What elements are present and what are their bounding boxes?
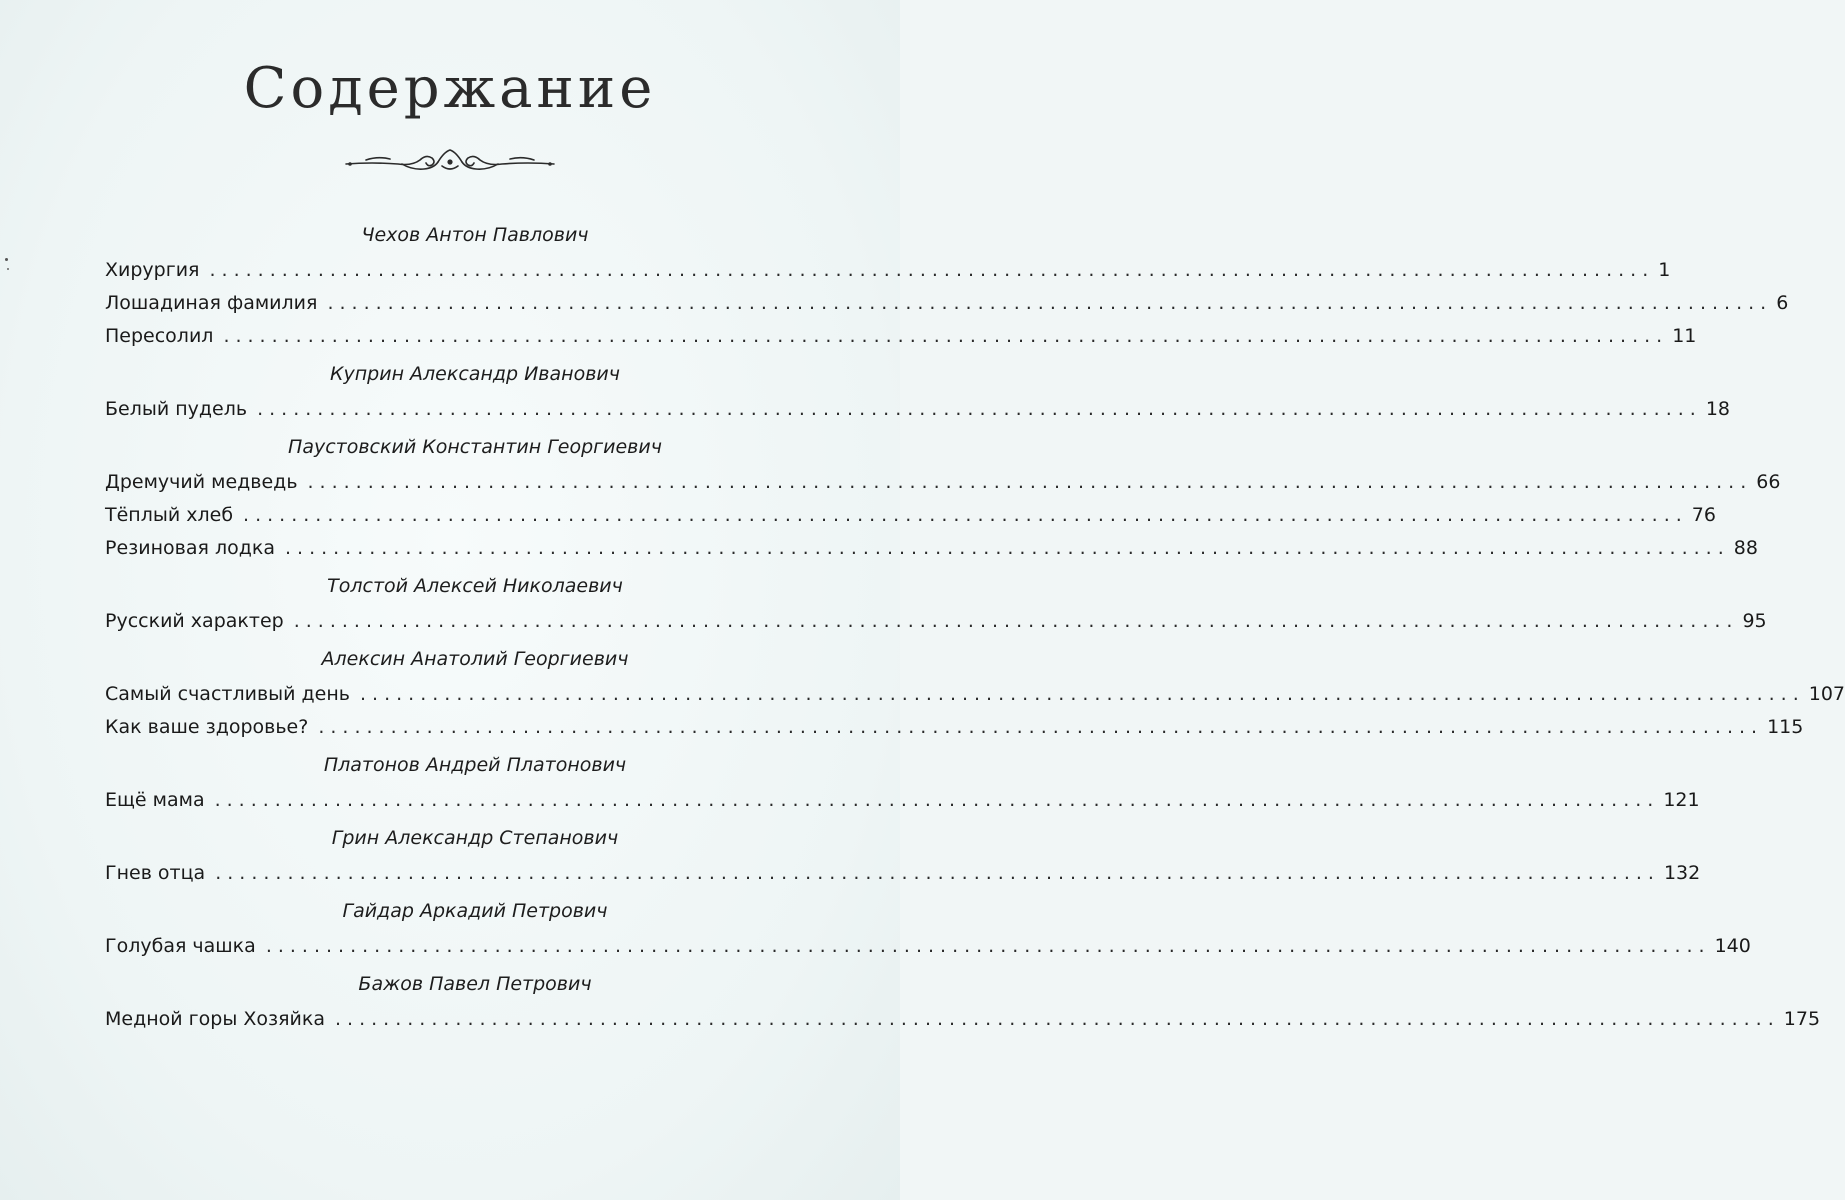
toc-entry — [105, 254, 1671, 287]
page-number: 115 — [1767, 716, 1804, 738]
toc-entry — [105, 499, 1716, 532]
dot-leader: ........................................................................................................................ — [265, 935, 1711, 957]
page-number: 132 — [1663, 862, 1701, 884]
entry-title: Резиновая лодка — [105, 537, 275, 559]
toc-entry — [105, 320, 1697, 353]
entry-title: Гнев отца — [105, 862, 206, 884]
entry-title: Русский характер — [105, 610, 284, 632]
page-number: 140 — [1714, 935, 1751, 957]
entry-title: Хирургия — [105, 259, 200, 281]
dot-leader: ........................................................................................................................ — [215, 862, 1660, 884]
entry-title: Белый пудель — [105, 398, 248, 420]
toc-entry — [105, 930, 1751, 963]
entry-title: Самый счастливый день — [105, 683, 350, 705]
dot-leader: ........................................................................................................................ — [335, 1008, 1780, 1030]
entry-title: Пересолил — [105, 325, 214, 347]
toc-entry — [105, 605, 1767, 638]
page-number: 88 — [1733, 537, 1758, 559]
print-speck — [7, 268, 9, 270]
dot-leader: ........................................................................................................................ — [243, 504, 1688, 526]
author-heading: Чехов Антон Павлович — [361, 224, 589, 246]
entry-title: Медной горы Хозяйка — [105, 1008, 326, 1030]
page-number: 121 — [1663, 789, 1700, 811]
entry-title: Голубая чашка — [105, 935, 256, 957]
page-number: 11 — [1672, 325, 1697, 347]
dot-leader: ........................................................................................................................ — [284, 537, 1730, 559]
entry-title: Дремучий медведь — [105, 471, 298, 493]
author-heading: Бажов Павел Петрович — [358, 973, 592, 995]
toc-entry — [105, 784, 1700, 817]
dot-leader: ........................................................................................................................ — [293, 610, 1739, 632]
entry-title: Лошадиная фамилия — [105, 292, 318, 314]
page-number: 18 — [1705, 398, 1731, 420]
table-of-contents — [105, 216, 1845, 1036]
page-number: 175 — [1783, 1008, 1821, 1030]
toc-entry — [105, 466, 1781, 499]
toc-entry — [105, 1003, 1821, 1036]
page-number: 1 — [1658, 259, 1671, 281]
author-heading: Куприн Александр Иванович — [330, 363, 620, 385]
author-heading: Алексин Анатолий Георгиевич — [321, 648, 629, 670]
entry-title: Как ваше здоровье? — [105, 716, 309, 738]
dot-leader: ........................................................................................................................ — [307, 471, 1753, 493]
page-number: 66 — [1756, 471, 1781, 493]
dot-leader: ........................................................................................................................ — [318, 716, 1764, 738]
page-title: Содержание — [243, 56, 657, 121]
dot-leader: ........................................................................................................................ — [214, 789, 1660, 811]
entry-title: Ещё мама — [105, 789, 205, 811]
dot-leader: ........................................................................................................................ — [327, 292, 1773, 314]
toc-entry — [105, 857, 1701, 890]
author-heading: Гайдар Аркадий Петрович — [342, 900, 608, 922]
toc-entry — [105, 678, 1845, 711]
toc-entry — [105, 711, 1804, 744]
dot-leader: ........................................................................................................................ — [360, 683, 1805, 705]
author-heading: Грин Александр Степанович — [331, 827, 619, 849]
ornament-divider-icon — [342, 142, 558, 178]
author-heading: Платонов Андрей Платонович — [323, 754, 627, 776]
author-heading: Паустовский Константин Георгиевич — [288, 436, 662, 458]
entry-title: Тёплый хлеб — [105, 504, 234, 526]
dot-leader: ........................................................................................................................ — [223, 325, 1669, 347]
dot-leader: ........................................................................................................................ — [257, 398, 1702, 420]
page-number: 76 — [1691, 504, 1716, 526]
print-speck — [5, 258, 8, 261]
dot-leader: ........................................................................................................................ — [209, 259, 1655, 281]
toc-entry — [105, 393, 1731, 426]
page-number: 107 — [1808, 683, 1845, 705]
page-number: 95 — [1742, 610, 1767, 632]
author-heading: Толстой Алексей Николаевич — [327, 575, 623, 597]
page-number: 6 — [1776, 292, 1789, 314]
toc-entry — [105, 532, 1758, 565]
toc-entry — [105, 287, 1789, 320]
